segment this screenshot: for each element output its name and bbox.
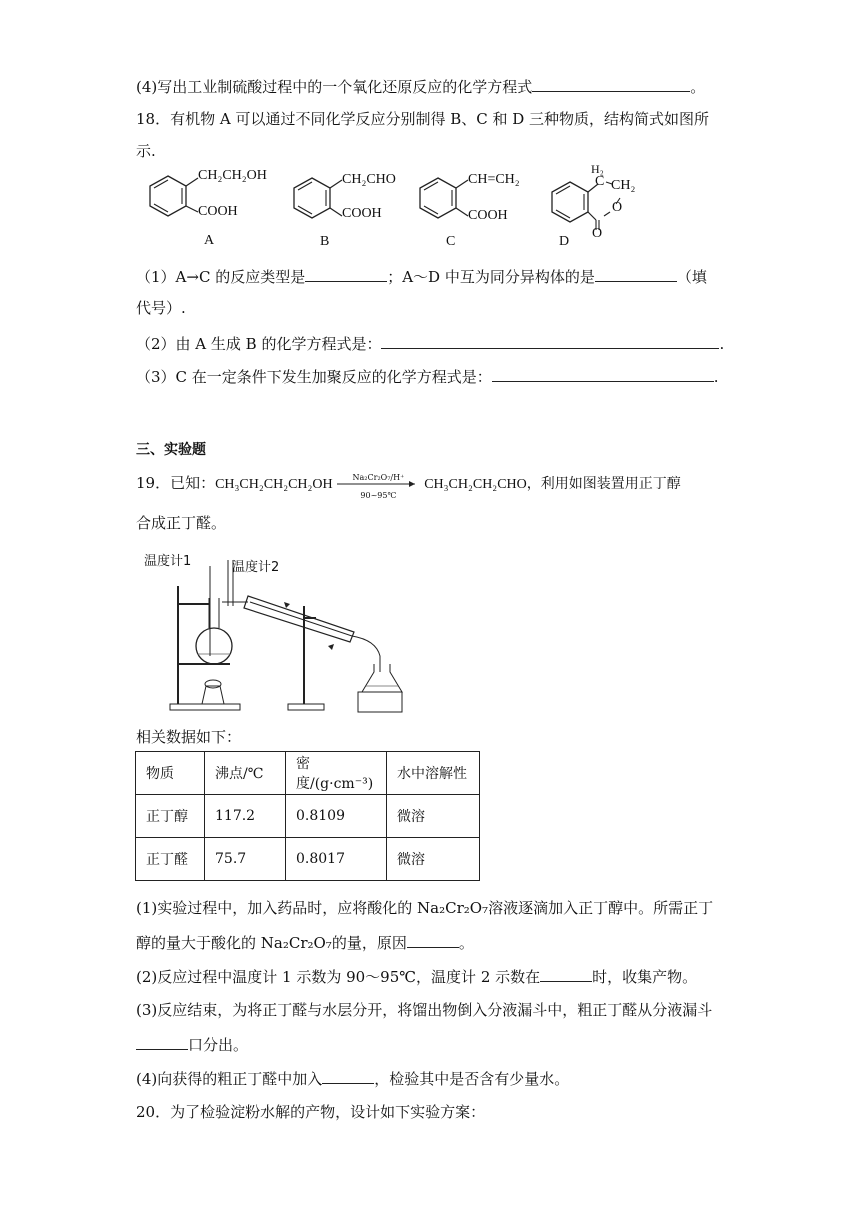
q19-part4: (4)向获得的粗正丁醛中加入 ，检验其中是否含有少量水。: [136, 1070, 570, 1088]
table-row: [136, 795, 480, 838]
table-cell: 正丁醛: [136, 838, 205, 881]
table-header-row: [136, 752, 480, 795]
answer-blank[interactable]: [492, 366, 714, 382]
structure-a: CH₂CH₂OH COOH A: [140, 166, 280, 250]
answer-blank[interactable]: [532, 76, 690, 92]
q18-part2: （2）由 A 生成 B 的化学方程式是： .: [136, 335, 725, 353]
answer-blank[interactable]: [407, 932, 459, 948]
answer-blank[interactable]: [305, 266, 387, 282]
structure-c: CH=CH₂ COOH C: [416, 170, 556, 254]
structure-b: CH₂CHO COOH B: [290, 170, 430, 254]
table-cell: 微溶: [387, 838, 480, 881]
q17-part4: (4)写出工业制硫酸过程中的一个氧化还原反应的化学方程式 。: [136, 78, 706, 96]
answer-blank[interactable]: [595, 266, 677, 282]
structure-d: H₂ C CH₂ O O D: [548, 166, 648, 250]
q20-stem: 20．为了检验淀粉水解的产物，设计如下实验方案：: [136, 1103, 486, 1121]
thermometer-1-label: 温度计1: [144, 554, 192, 569]
q19-part1-cont: 醇的量大于酸化的 Na₂Cr₂O₇的量，原因 。: [136, 934, 474, 952]
answer-blank[interactable]: [136, 1034, 188, 1050]
answer-blank[interactable]: [322, 1068, 374, 1084]
q18-stem-cont: 示.: [136, 142, 156, 160]
table-cell: 0.8017: [286, 838, 387, 881]
q18-part1: （1）A→C 的反应类型是 ；A～D 中互为同分异构体的是 （填: [136, 268, 707, 286]
table-row: [136, 838, 480, 881]
reaction-arrow: Na₂Cr₂O₇/H⁺ 90~95℃: [337, 474, 419, 494]
thermometer-2-label: 温度计2: [232, 560, 280, 575]
answer-blank[interactable]: [381, 333, 719, 349]
q19-part2: (2)反应过程中温度计 1 示数为 90～95℃，温度计 2 示数在 时，收集产物。: [136, 968, 698, 986]
q18-part3: （3）C 在一定条件下发生加聚反应的化学方程式是： .: [136, 368, 719, 386]
answer-blank[interactable]: [540, 966, 592, 982]
table-header: 密度/(g·cm⁻³): [286, 752, 387, 795]
distillation-apparatus: [140, 546, 440, 716]
table-cell: 正丁醇: [136, 795, 205, 838]
data-intro: 相关数据如下：: [136, 728, 242, 746]
table-cell: 75.7: [205, 838, 286, 881]
q18-stem: 18．有机物 A 可以通过不同化学反应分别制得 B、C 和 D 三种物质，结构简式如图所: [136, 110, 710, 128]
q19-part3: (3)反应结束，为将正丁醛与水层分开，将馏出物倒入分液漏斗中，粗正丁醛从分液漏斗: [136, 1001, 713, 1019]
data-table: [135, 751, 480, 881]
q19-part1: (1)实验过程中，加入药品时，应将酸化的 Na₂Cr₂O₇溶液逐滴加入正丁醇中。所需正丁: [136, 899, 714, 917]
q19-part3-cont: 口分出。: [136, 1034, 248, 1055]
q19-stem-cont: 合成正丁醛。: [136, 514, 227, 532]
table-header: 水中溶解性: [387, 752, 480, 795]
table-cell: 0.8109: [286, 795, 387, 838]
q18-part1-cont: 代号）.: [136, 299, 186, 317]
section-title: 三、实验题: [136, 442, 206, 458]
table-header: 沸点/℃: [205, 752, 286, 795]
table-cell: 117.2: [205, 795, 286, 838]
q19-stem: 19．已知：CH₃CH₂CH₂CH₂OH Na₂Cr₂O₇/H⁺ 90~95℃ CH₃CH₂CH₂CHO，利用如图装置用正丁醇: [136, 473, 681, 500]
table-header: 物质: [136, 752, 205, 795]
apparatus-drawing: [140, 546, 440, 716]
table-cell: 微溶: [387, 795, 480, 838]
